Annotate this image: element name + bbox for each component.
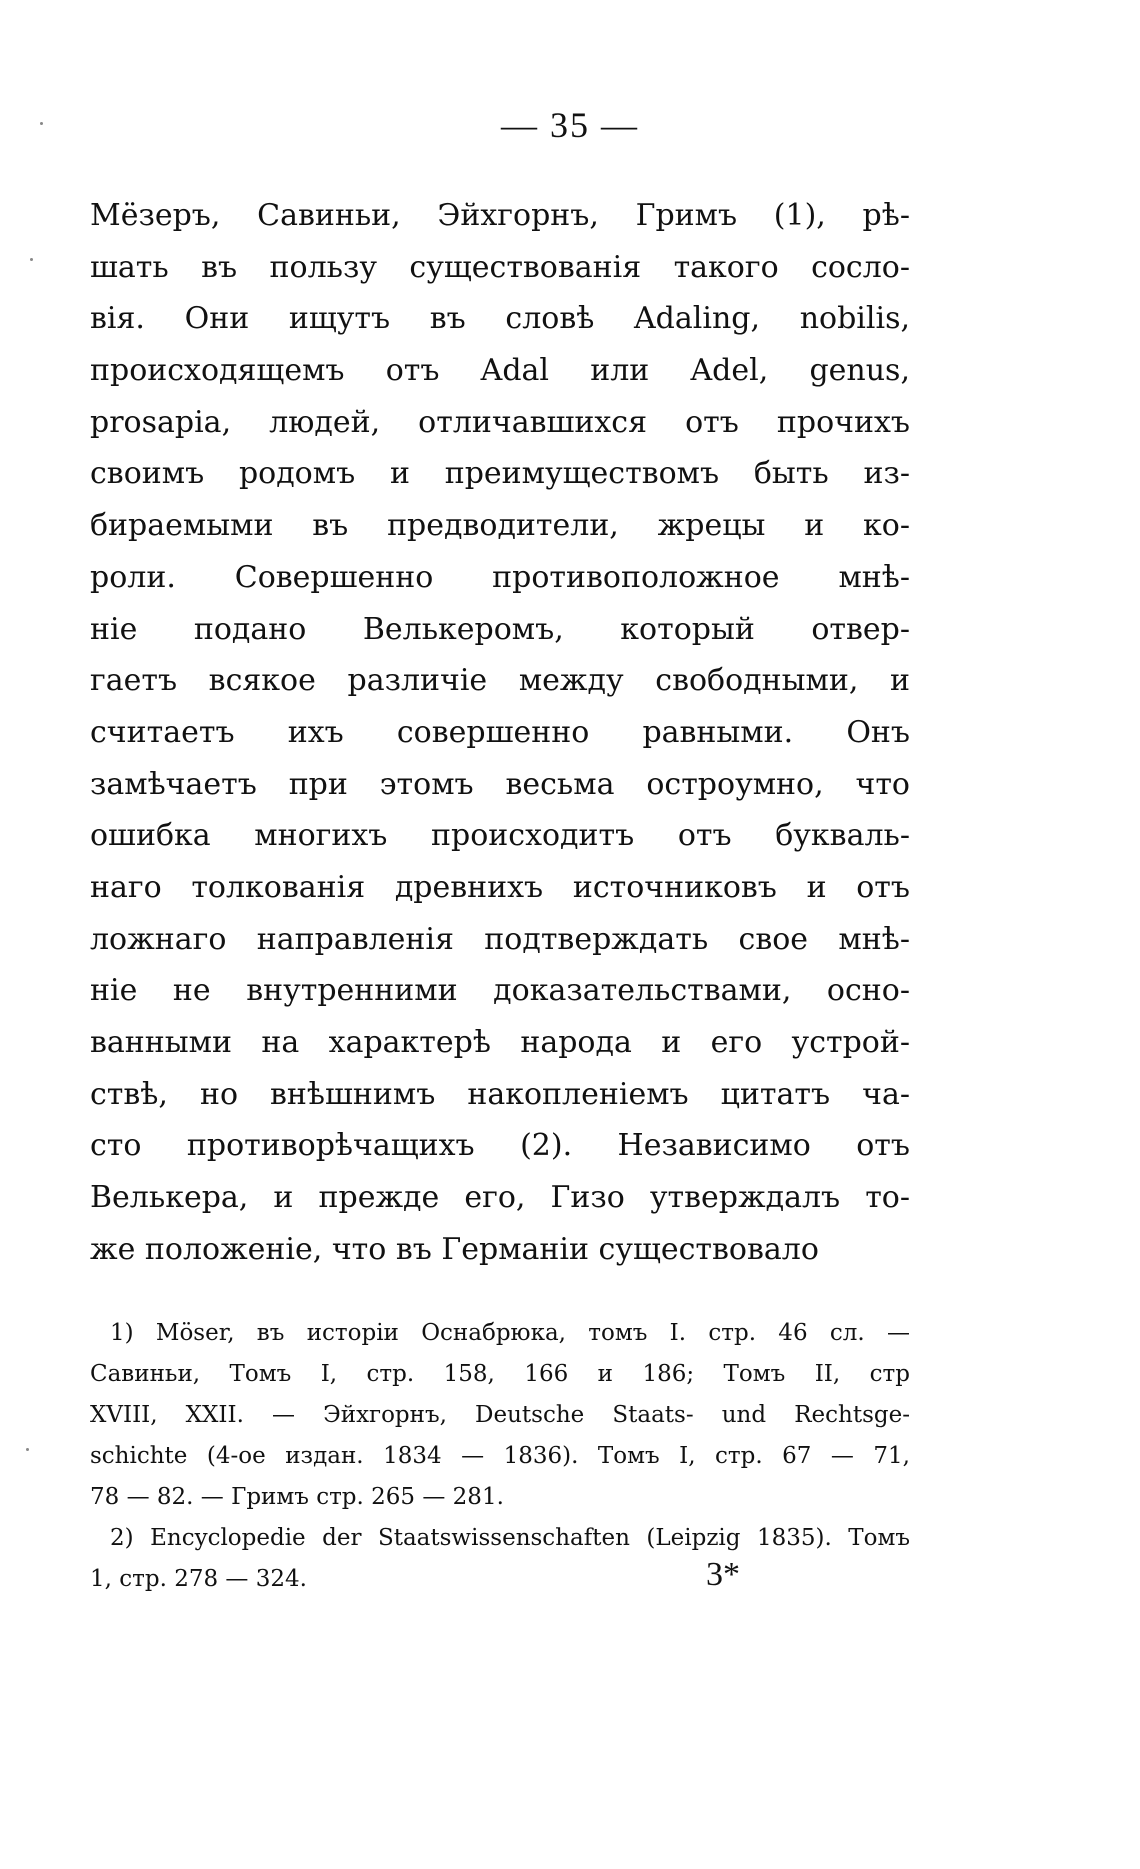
text-line: вія. Они ищутъ въ словѣ Adaling, nobilis, (90, 301, 910, 337)
text-line: Мёзеръ, Савиньи, Эйхгорнъ, Гримъ (1), рѣ- (90, 198, 910, 233)
signature-mark: 3* (706, 1556, 740, 1593)
paper-speck (30, 258, 33, 261)
page-number: — 35 — (501, 105, 639, 145)
text-line: роли. Совершенно противоположное мнѣ- (90, 559, 910, 595)
footnotes (90, 1313, 910, 1600)
text-line: своимъ родомъ и преимуществомъ быть из- (90, 456, 910, 492)
text-line: ніе не внутренними доказательствами, осно- (90, 973, 910, 1009)
text-line: происходящемъ отъ Adal или Adel, genus, (90, 353, 910, 389)
footnote-line: 2) Encyclopedie der Staatswissenschaften (Leipzig 1835). Томъ (110, 1525, 910, 1551)
text-line: ошибка многихъ происходитъ отъ букваль- (90, 818, 910, 854)
footnote-line: 1) Möser, въ исторіи Оснабрюка, томъ I. стр. 46 сл. — (110, 1320, 910, 1346)
text-line: Велькера, и прежде его, Гизо утверждалъ то- (90, 1180, 910, 1216)
footnote-line: XVIII, XXII. — Эйхгорнъ, Deutsche Staats- und Rechtsge- (90, 1402, 910, 1428)
paper-speck (26, 1448, 29, 1451)
text-line: ложнаго направленія подтверждать свое мнѣ- (90, 921, 910, 957)
text-line: гаетъ всякое различіе между свободными, и (90, 663, 910, 699)
text-line: шать въ пользу существованія такого сосло- (90, 249, 910, 285)
text-line: prosapia, людей, отличавшихся отъ прочихъ (90, 404, 910, 440)
text-line: замѣчаетъ при этомъ весьма остроумно, что (90, 766, 910, 802)
text-line: считаетъ ихъ совершенно равными. Онъ (90, 714, 910, 750)
footnote-line: Савиньи, Томъ I, стр. 158, 166 и 186; Томъ II, стр (90, 1361, 910, 1387)
paper-speck (40, 122, 43, 125)
text-line: сто противорѣчащихъ (2). Независимо отъ (90, 1128, 910, 1164)
text-line: же положеніе, что въ Германіи существовало (90, 1231, 819, 1267)
footnote-line: 78 — 82. — Гримъ стр. 265 — 281. (90, 1484, 504, 1510)
footnote-line: 1, стр. 278 — 324. (90, 1566, 307, 1592)
footnote-line: schichte (4-ое издан. 1834 — 1836). Томъ I, стр. 67 — 71, (90, 1443, 910, 1469)
text-line: бираемыми въ предводители, жрецы и ко- (90, 508, 910, 544)
text-line: наго толкованія древнихъ источниковъ и отъ (90, 869, 910, 905)
main-text (90, 190, 910, 1275)
text-line: ствѣ, но внѣшнимъ накопленіемъ цитатъ ча- (90, 1076, 910, 1112)
text-line: ніе подано Велькеромъ, который отвер- (90, 611, 910, 647)
text-line: ванными на характерѣ народа и его устрой- (90, 1025, 910, 1060)
